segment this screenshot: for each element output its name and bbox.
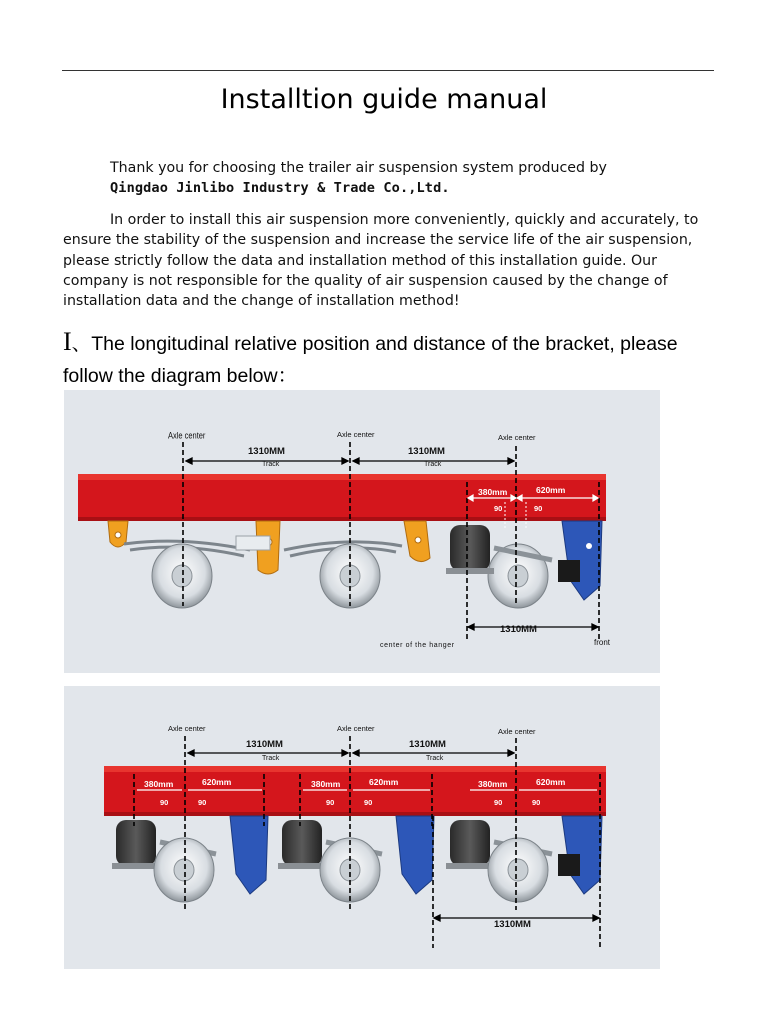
hanger3-right-dim: 620mm <box>536 777 566 787</box>
page-title: Installtion guide manual <box>220 84 548 115</box>
section-numeral: I <box>63 327 72 356</box>
offset-left-dim: 90 <box>494 504 503 513</box>
bottom-dim-label: 1310MM <box>494 919 531 930</box>
front-label: front <box>594 638 611 647</box>
hanger-left-dim: 380mm <box>478 487 508 497</box>
hanger2-offset-right: 90 <box>364 798 373 807</box>
top-rule <box>62 70 714 71</box>
intro-paragraph <box>63 210 715 311</box>
air-bag <box>446 525 494 574</box>
section-separator: 、 <box>71 333 92 355</box>
hanger2-right-dim: 620mm <box>369 777 399 787</box>
hanger1-right-dim: 620mm <box>202 777 232 787</box>
spacing-label-1: 1310MM <box>248 446 285 457</box>
axle-group-3 <box>446 816 602 902</box>
track-label-2: Track <box>424 461 442 468</box>
section-heading-text: The longitudinal relative position and distance of the bracket, please follow the diagram below： <box>63 333 678 387</box>
axle-center-label-3: Axle center <box>498 727 536 736</box>
hanger2-offset-left: 90 <box>326 798 335 807</box>
offset-right-dim: 90 <box>534 504 543 513</box>
axle-center-label-1: Axle center <box>168 724 206 733</box>
section-heading <box>63 326 723 392</box>
axle-center-label-2: Axle center <box>337 724 375 733</box>
track-label-1: Track <box>262 461 280 468</box>
axle-group-1 <box>112 816 268 902</box>
hanger3-offset-right: 90 <box>532 798 541 807</box>
hanger2-left-dim: 380mm <box>311 779 341 789</box>
span-arrows <box>188 750 514 756</box>
hanger3-left-dim: 380mm <box>478 779 508 789</box>
spacing-label-2: 1310MM <box>408 446 445 457</box>
company-name: Qingdao Jinlibo Industry & Trade Co.,Ltd. <box>110 180 450 196</box>
axle-center-label-2: Axle center <box>337 430 375 439</box>
hanger-right-dim: 620mm <box>536 485 566 495</box>
hanger3-offset-left: 90 <box>494 798 503 807</box>
diagram-mixed-suspension <box>64 390 660 673</box>
axle-center-label-3: Axle center <box>498 433 536 442</box>
diagram-air-suspension <box>64 686 660 969</box>
spacing-label-1: 1310MM <box>246 739 283 750</box>
axle-center-label-1: Axle center <box>168 430 206 441</box>
intro-paragraph-text: In order to install this air suspension more conveniently, quickly and accurately, to ensure the stability of the suspension and increase the service life of the air suspension, please strictly follow the data and installation method of this installation guide. Our company is not responsible for the quality of air suspension caused by the change of installation data and the change of installation method! <box>63 212 699 310</box>
bottom-dim-label: 1310MM <box>500 624 537 635</box>
hanger1-offset-left: 90 <box>160 798 169 807</box>
intro-line: Thank you for choosing the trailer air suspension system produced by <box>110 160 607 176</box>
center-hanger-label: center of the hanger <box>380 642 455 649</box>
hanger1-offset-right: 90 <box>198 798 207 807</box>
frame-beam <box>104 766 606 816</box>
axle-group-2 <box>278 816 434 902</box>
spacing-label-2: 1310MM <box>409 739 446 750</box>
hanger1-left-dim: 380mm <box>144 779 174 789</box>
spring-hanger-3 <box>404 521 430 562</box>
track-label-1: Track <box>262 755 280 762</box>
wheel-hub-1 <box>152 544 212 608</box>
track-label-2: Track <box>426 755 444 762</box>
blue-hanger-bracket <box>558 521 602 600</box>
